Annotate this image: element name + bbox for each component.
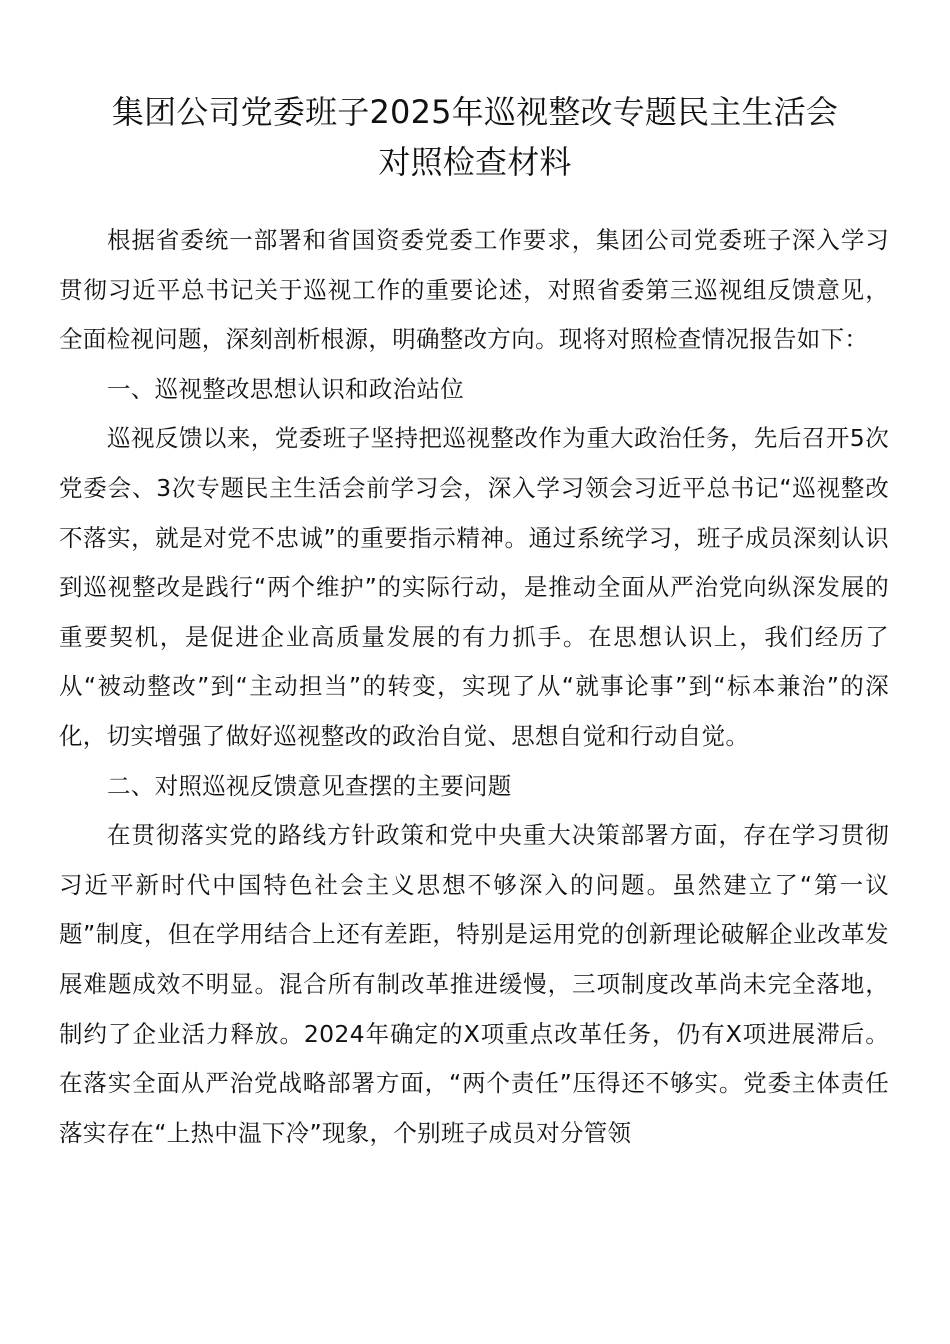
title-line-1: 集团公司党委班子2025年巡视整改专题民主生活会 <box>111 93 839 132</box>
section-heading-1: 一、巡视整改思想认识和政治站位 <box>107 374 464 403</box>
document-body <box>59 216 889 1158</box>
section-1-paragraph: 巡视反馈以来，党委班子坚持把巡视整改作为重大政治任务，先后召开5次党委会、3次专题民主生活会前学习会，深入学习领会习近平总书记“巡视整改不落实，就是对党不忠诚”的重要指示精神。通过系统学习，班子成员深刻认识到巡视整改是践行“两个维护”的实际行动，是推动全面从严治党向纵深发展的重要契机，是促进企业高质量发展的有力抓手。在思想认识上，我们经历了从“被动整改”到“主动担当”的转变，实现了从“就事论事”到“标本兼治”的深化，切实增强了做好巡视整改的政治自觉、思想自觉和行动自觉。 <box>59 424 889 750</box>
title-line-2: 对照检查材料 <box>378 143 572 182</box>
section-2-paragraph: 在贯彻落实党的路线方针政策和党中央重大决策部署方面，存在学习贯彻习近平新时代中国特色社会主义思想不够深入的问题。虽然建立了“第一议题”制度，但在学用结合上还有差距，特别是运用党的创新理论破解企业改革发展难题成效不明显。混合所有制改革推进缓慢，三项制度改革尚未完全落地，制约了企业活力释放。2024年确定的X项重点改革任务，仍有X项进展滞后。在落实全面从严治党战略部署方面，“两个责任”压得还不够实。党委主体责任落实存在“上热中温下冷”现象，个别班子成员对分管领 <box>59 821 889 1147</box>
section-heading-2: 二、对照巡视反馈意见查摆的主要问题 <box>107 771 512 800</box>
intro-paragraph: 根据省委统一部署和省国资委党委工作要求，集团公司党委班子深入学习贯彻习近平总书记关于巡视工作的重要论述，对照省委第三巡视组反馈意见，全面检视问题，深刻剖析根源，明确整改方向。现将对照检查情况报告如下： <box>59 226 889 354</box>
document-title <box>60 87 890 187</box>
